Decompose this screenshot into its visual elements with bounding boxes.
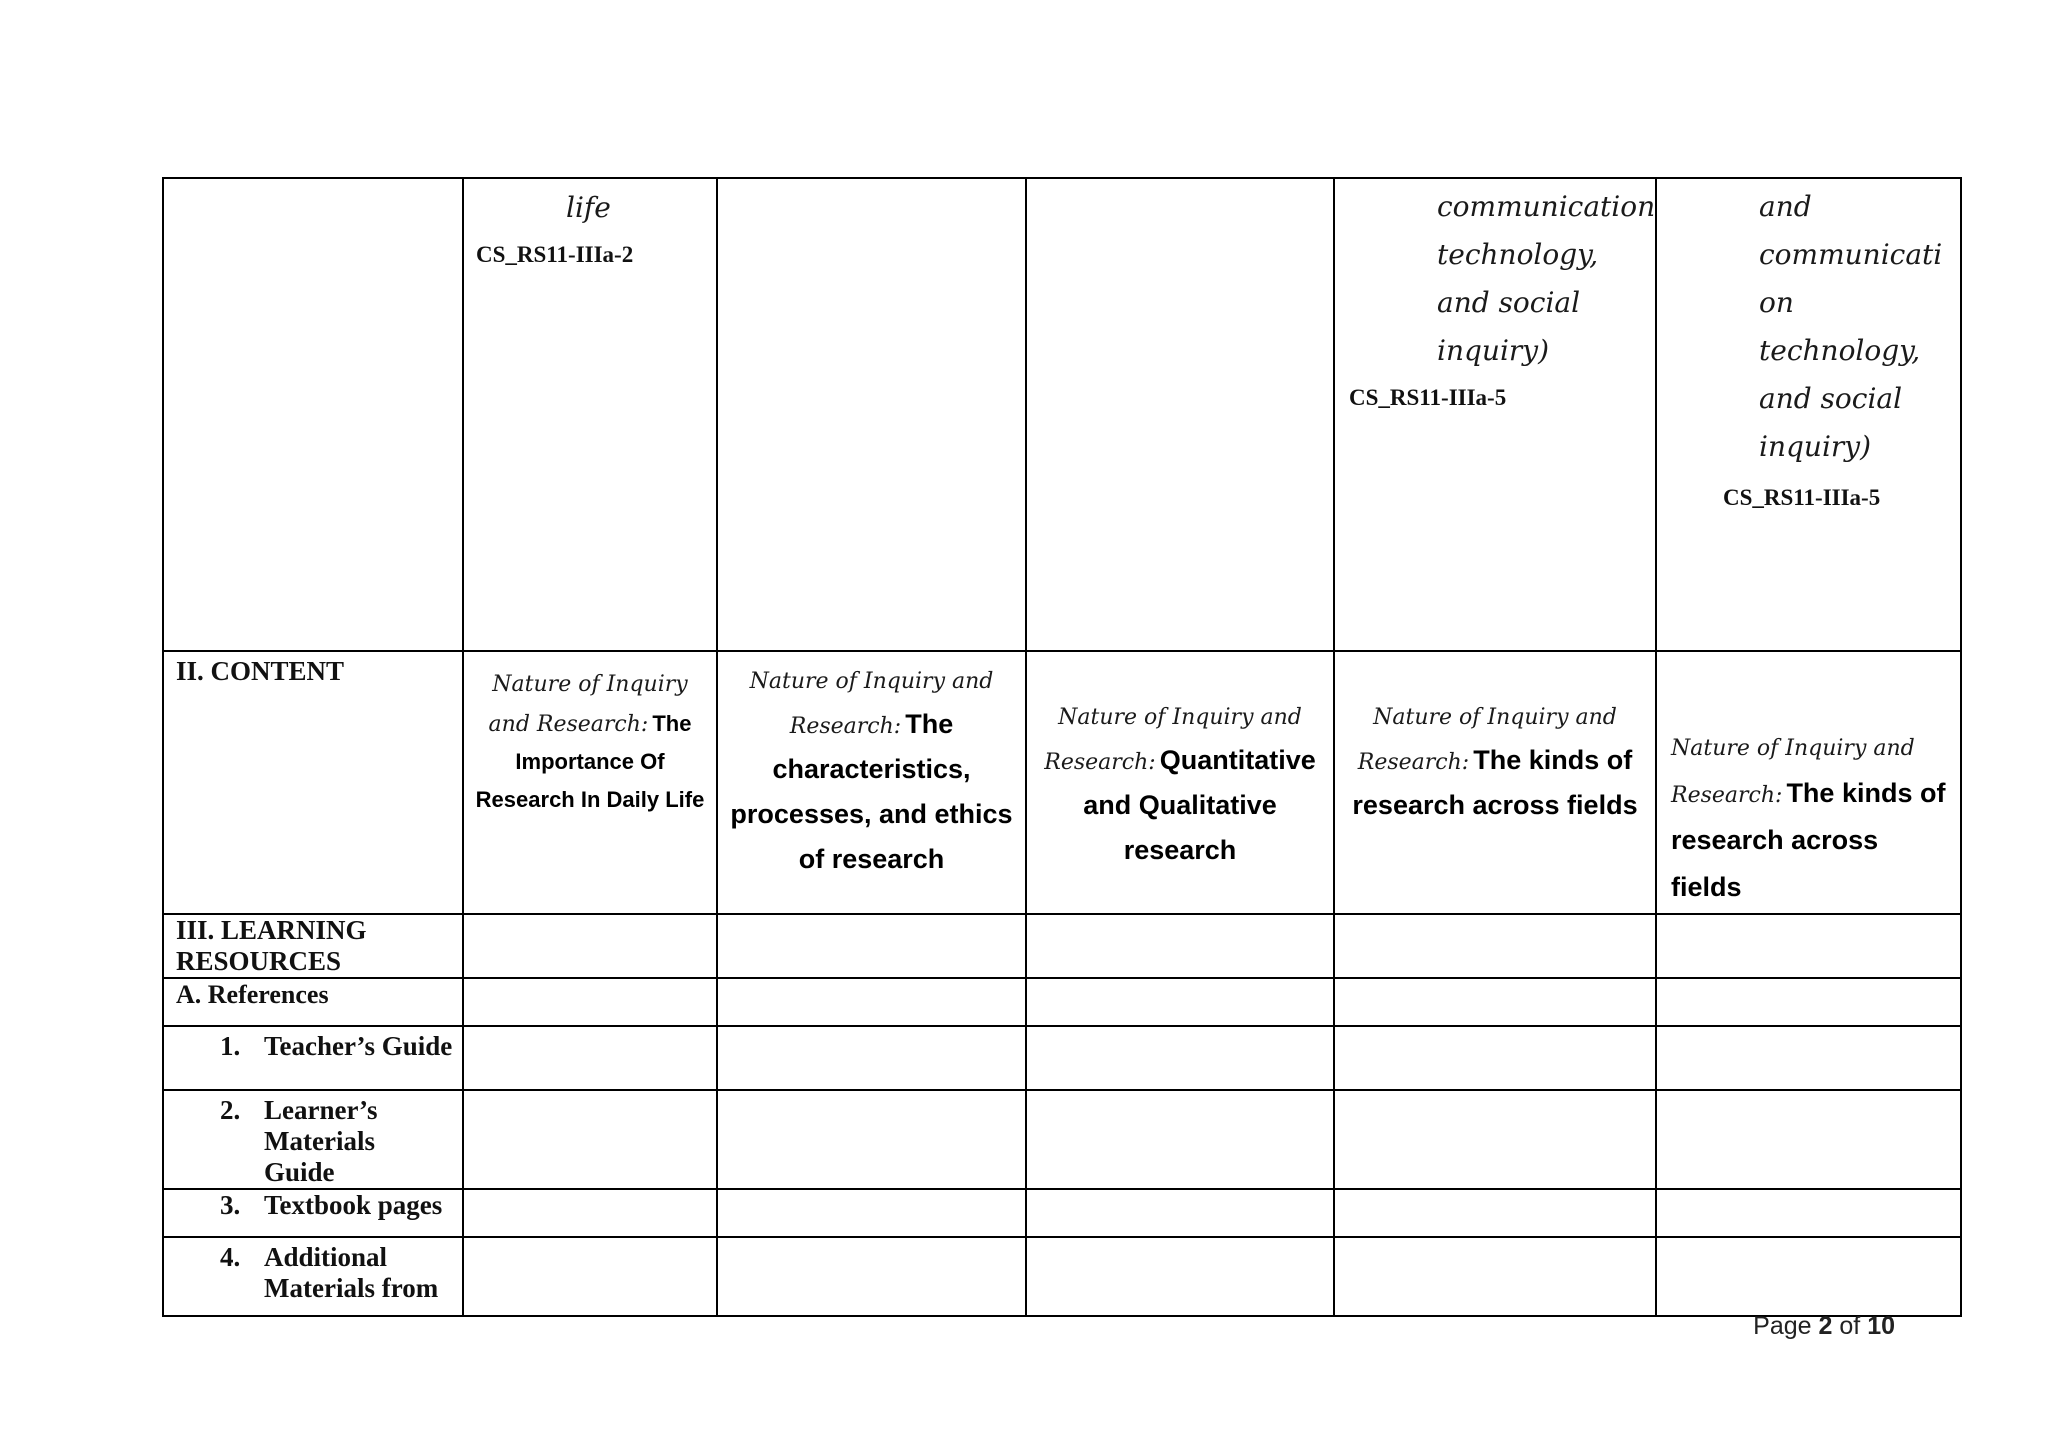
item-number: 2. bbox=[220, 1095, 241, 1125]
empty-cell bbox=[1334, 914, 1656, 978]
objective-cell-3 bbox=[1026, 178, 1334, 651]
empty-cell bbox=[1026, 914, 1334, 978]
objective-text: life bbox=[566, 191, 611, 224]
content-topic: The characteristics, processes, and ethics of research bbox=[730, 709, 1013, 874]
item-number: 1. bbox=[220, 1031, 241, 1061]
empty-cell bbox=[1334, 1189, 1656, 1237]
content-row bbox=[163, 651, 1961, 914]
empty-cell bbox=[717, 978, 1026, 1026]
lesson-log-table bbox=[162, 177, 1962, 1317]
row-label bbox=[163, 978, 463, 1026]
objective-cell-1 bbox=[463, 178, 717, 651]
empty-cell bbox=[1026, 1026, 1334, 1090]
objective-line: communicati bbox=[1759, 238, 1943, 271]
objective-line: technology, bbox=[1437, 238, 1599, 271]
content-text bbox=[464, 652, 716, 822]
reference-item-row bbox=[163, 1026, 1961, 1090]
content-prefix: Nature of Inquiry and Research: bbox=[488, 672, 688, 737]
learning-resources-label: III. LEARNING RESOURCES bbox=[176, 915, 367, 976]
objective-line: and social bbox=[1759, 382, 1903, 415]
content-prefix: Nature of Inquiry and Research: bbox=[1357, 705, 1617, 775]
empty-cell bbox=[1656, 1090, 1961, 1189]
objective-cell-4 bbox=[1334, 178, 1656, 651]
reference-item-row bbox=[163, 1090, 1961, 1189]
content-cell-3 bbox=[1026, 651, 1334, 914]
row-label bbox=[163, 1090, 463, 1189]
empty-cell bbox=[1026, 978, 1334, 1026]
objective-line: technology, bbox=[1759, 334, 1921, 367]
row-label bbox=[163, 1237, 463, 1316]
content-text bbox=[1657, 652, 1960, 913]
objectives-continuation-row bbox=[163, 178, 1961, 651]
empty-cell bbox=[1334, 978, 1656, 1026]
objective-line: inquiry) bbox=[1759, 430, 1872, 463]
row-label bbox=[163, 1189, 463, 1237]
reference-item-row bbox=[163, 1189, 1961, 1237]
content-cell-1 bbox=[463, 651, 717, 914]
empty-cell bbox=[463, 1237, 717, 1316]
empty-cell bbox=[1656, 1189, 1961, 1237]
objective-text bbox=[1657, 179, 1960, 471]
objective-text bbox=[1335, 179, 1655, 375]
empty-cell bbox=[463, 1189, 717, 1237]
item-label: Textbook pages bbox=[264, 1190, 443, 1220]
content-topic: The Importance Of Research In Daily Life bbox=[475, 711, 705, 812]
empty-cell bbox=[717, 1189, 1026, 1237]
row-label-empty bbox=[163, 178, 463, 651]
empty-cell bbox=[1334, 1237, 1656, 1316]
empty-cell bbox=[1334, 1090, 1656, 1189]
row-label bbox=[163, 651, 463, 914]
empty-cell bbox=[717, 1237, 1026, 1316]
reference-item-row bbox=[163, 1237, 1961, 1316]
objective-line: and bbox=[1759, 190, 1812, 223]
reference-item bbox=[164, 1190, 462, 1221]
content-prefix: Nature of Inquiry and Research: bbox=[1044, 705, 1302, 775]
objective-line: communication bbox=[1437, 190, 1656, 223]
content-topic: Quantitative and Qualitative research bbox=[1083, 745, 1316, 865]
item-label: Learner’s Materials Guide bbox=[264, 1095, 378, 1187]
empty-cell bbox=[463, 978, 717, 1026]
content-cell-5 bbox=[1656, 651, 1961, 914]
empty-cell bbox=[1656, 978, 1961, 1026]
empty-cell bbox=[1334, 1026, 1656, 1090]
references-label: A. References bbox=[176, 980, 329, 1009]
empty-cell bbox=[1656, 914, 1961, 978]
empty-cell bbox=[463, 914, 717, 978]
item-label: Teacher’s Guide bbox=[264, 1031, 453, 1061]
objective-line: and social bbox=[1437, 286, 1581, 319]
empty-cell bbox=[1656, 1026, 1961, 1090]
objective-cell-2 bbox=[717, 178, 1026, 651]
learning-resources-row bbox=[163, 914, 1961, 978]
reference-item bbox=[164, 1027, 462, 1062]
page-current: 2 bbox=[1818, 1312, 1833, 1340]
content-cell-4 bbox=[1334, 651, 1656, 914]
content-text bbox=[1027, 652, 1333, 875]
content-prefix: Nature of Inquiry and Research: bbox=[749, 669, 994, 739]
content-text bbox=[718, 652, 1025, 884]
reference-item bbox=[164, 1238, 462, 1304]
empty-cell bbox=[717, 914, 1026, 978]
content-topic: The kinds of research across fields bbox=[1352, 745, 1638, 820]
item-label: Additional Materials from bbox=[264, 1242, 439, 1303]
content-prefix: Nature of Inquiry and Research: bbox=[1671, 736, 1915, 808]
content-label: II. CONTENT bbox=[176, 656, 345, 686]
reference-item bbox=[164, 1091, 462, 1188]
competency-code: CS_RS11-IIIa-2 bbox=[476, 242, 634, 267]
page-word: Page bbox=[1753, 1312, 1812, 1340]
page-number-footer bbox=[1753, 1312, 1895, 1341]
references-row bbox=[163, 978, 1961, 1026]
empty-cell bbox=[463, 1026, 717, 1090]
row-label bbox=[163, 914, 463, 978]
empty-cell bbox=[1026, 1090, 1334, 1189]
item-number: 4. bbox=[220, 1242, 241, 1272]
row-label bbox=[163, 1026, 463, 1090]
item-number: 3. bbox=[220, 1190, 241, 1220]
empty-cell bbox=[1656, 1237, 1961, 1316]
objective-line: on bbox=[1759, 286, 1794, 319]
empty-cell bbox=[717, 1090, 1026, 1189]
empty-cell bbox=[717, 1026, 1026, 1090]
objective-cell-5 bbox=[1656, 178, 1961, 651]
competency-code: CS_RS11-IIIa-5 bbox=[1723, 485, 1881, 510]
page-total: 10 bbox=[1867, 1312, 1895, 1340]
content-cell-2 bbox=[717, 651, 1026, 914]
competency-code: CS_RS11-IIIa-5 bbox=[1349, 385, 1507, 410]
empty-cell bbox=[1026, 1189, 1334, 1237]
empty-cell bbox=[463, 1090, 717, 1189]
of-word: of bbox=[1839, 1312, 1861, 1340]
content-text bbox=[1335, 652, 1655, 830]
content-topic: The kinds of research across fields bbox=[1671, 778, 1946, 902]
empty-cell bbox=[1026, 1237, 1334, 1316]
objective-line: inquiry) bbox=[1437, 334, 1550, 367]
